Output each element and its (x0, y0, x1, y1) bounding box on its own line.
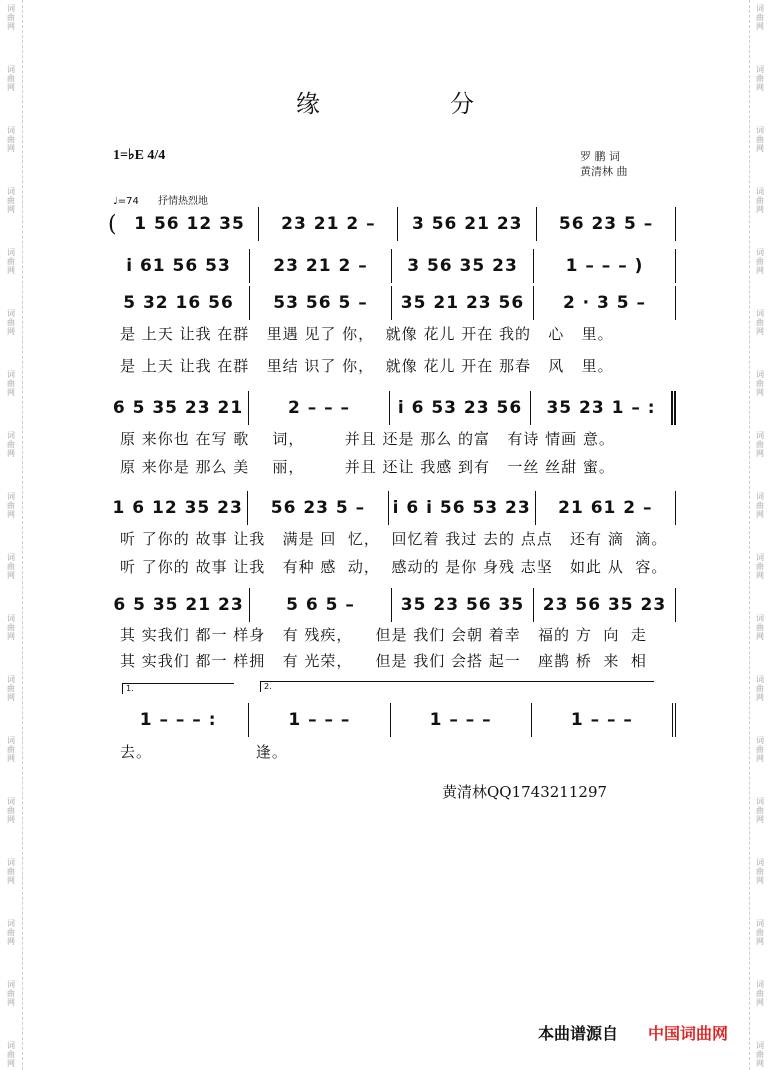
watermark-char: 词 (7, 797, 15, 806)
measure-notes: 1 – – – (570, 710, 633, 730)
tempo-marking (113, 192, 224, 207)
music-row (108, 490, 676, 526)
watermark-char: 曲 (7, 379, 15, 388)
watermark-char: 网 (756, 693, 764, 702)
watermark-char: 网 (7, 876, 15, 885)
watermark-char: 曲 (7, 745, 15, 754)
watermark-left (0, 0, 23, 1070)
watermark-char: 词 (756, 126, 764, 135)
measure (108, 286, 250, 320)
lyric-line: 去。 逢。 (120, 743, 288, 761)
watermark-char: 词 (756, 370, 764, 379)
watermark-char: 曲 (7, 501, 15, 510)
watermark-char: 曲 (756, 379, 764, 388)
music-row (108, 702, 676, 738)
measure (108, 703, 249, 737)
watermark-char: 曲 (7, 257, 15, 266)
measure (534, 588, 676, 622)
measure (391, 703, 532, 737)
watermark-char: 词 (7, 980, 15, 989)
watermark-char: 网 (7, 693, 15, 702)
watermark-char: 词 (7, 126, 15, 135)
watermark-char: 曲 (756, 684, 764, 693)
watermark-char: 词 (7, 248, 15, 257)
measure (250, 588, 392, 622)
measure-notes: 1 56 12 35 (134, 214, 245, 234)
measure (532, 703, 676, 737)
watermark-char: 曲 (7, 562, 15, 571)
watermark-right (749, 0, 770, 1070)
watermark-char: 曲 (7, 806, 15, 815)
watermark-char: 词 (7, 614, 15, 623)
watermark-char: 曲 (756, 623, 764, 632)
watermark-char: 曲 (756, 1050, 764, 1059)
measure (249, 391, 390, 425)
watermark-char: 曲 (7, 74, 15, 83)
watermark-char: 词 (7, 675, 15, 684)
measure-notes: 23 56 35 23 (542, 595, 667, 615)
measure-notes: 23 21 2 – (273, 256, 368, 276)
watermark-char: 曲 (756, 440, 764, 449)
watermark-char: 网 (756, 1059, 764, 1068)
measure-notes: 35 23 56 35 (400, 595, 525, 615)
measure-notes: 23 21 2 – (281, 214, 376, 234)
music-row (108, 248, 676, 284)
measure (534, 249, 676, 283)
measure-notes: 35 23 1 – : (546, 398, 656, 418)
measure (390, 391, 531, 425)
measure (259, 207, 398, 241)
watermark-char: 网 (756, 205, 764, 214)
title-char-1: 缘 (296, 90, 322, 118)
watermark-char: 词 (7, 370, 15, 379)
watermark-char: 词 (756, 797, 764, 806)
watermark-char: 曲 (756, 196, 764, 205)
watermark-char: 词 (7, 187, 15, 196)
measure-notes: 3 56 21 23 (411, 214, 523, 234)
measure (392, 588, 534, 622)
watermark-char: 曲 (7, 196, 15, 205)
watermark-char: 词 (756, 4, 764, 13)
measure-notes: i 6 i 56 53 23 (392, 498, 531, 518)
lyric-line: 原 来你也 在写 歌 词， 并且 还是 那么 的富 有诗 情画 意。 (120, 430, 615, 448)
watermark-char: 网 (756, 571, 764, 580)
lyric-line: 是 上天 让我 在群 里遇 见了 你， 就像 花儿 开在 我的 心 里。 (120, 325, 614, 343)
watermark-char: 网 (756, 876, 764, 885)
watermark-char: 网 (756, 144, 764, 153)
watermark-char: 曲 (756, 13, 764, 22)
watermark-char: 网 (7, 632, 15, 641)
key-signature: 1=♭E 4/4 (113, 148, 166, 163)
watermark-char: 词 (756, 980, 764, 989)
watermark-char: 曲 (7, 13, 15, 22)
signature: 黄清林QQ1743211297 (442, 783, 608, 801)
measure-notes: 35 21 23 56 (400, 293, 525, 313)
watermark-char: 网 (756, 510, 764, 519)
watermark-char: 曲 (756, 135, 764, 144)
measure (392, 286, 534, 320)
watermark-char: 词 (7, 553, 15, 562)
measure-notes: 56 23 5 – (270, 498, 366, 518)
music-row (108, 390, 676, 426)
measure-notes: 6 5 35 21 23 (113, 595, 244, 615)
measure-notes: 1 6 12 35 23 (112, 498, 243, 518)
measure-notes: 1 – – – : (139, 710, 217, 730)
open-paren: ( (108, 211, 117, 237)
watermark-char: 网 (7, 754, 15, 763)
watermark-char: 网 (756, 388, 764, 397)
watermark-char: 网 (7, 266, 15, 275)
measure-notes: 2 · 3 5 – (562, 293, 647, 313)
watermark-char: 网 (7, 937, 15, 946)
measure-notes: 21 61 2 – (558, 498, 653, 518)
watermark-char: 曲 (756, 745, 764, 754)
watermark-char: 曲 (756, 562, 764, 571)
first-ending-label: 1. (126, 684, 134, 693)
watermark-char: 网 (7, 571, 15, 580)
footer-site-link[interactable]: 中国词曲网 (648, 1024, 729, 1043)
watermark-char: 词 (756, 187, 764, 196)
watermark-char: 网 (756, 83, 764, 92)
second-ending-bracket (260, 681, 654, 692)
watermark-char: 词 (756, 614, 764, 623)
watermark-char: 词 (756, 553, 764, 562)
measure (121, 207, 260, 241)
measure (108, 391, 249, 425)
footer-source-text: 本曲谱源自 (538, 1024, 619, 1043)
watermark-char: 曲 (7, 135, 15, 144)
measure (108, 491, 248, 525)
watermark-char: 网 (7, 1059, 15, 1068)
watermark-char: 词 (7, 65, 15, 74)
watermark-char: 词 (756, 492, 764, 501)
watermark-char: 词 (7, 1041, 15, 1050)
measure (108, 249, 250, 283)
watermark-char: 曲 (7, 928, 15, 937)
tempo-mark: ♩=74 (113, 196, 139, 207)
lyricist-credit: 罗 鹏 词 (580, 150, 620, 163)
watermark-char: 网 (756, 449, 764, 458)
watermark-char: 词 (756, 309, 764, 318)
watermark-char: 词 (7, 736, 15, 745)
measure-notes: 1 – – – (288, 710, 351, 730)
lyric-line: 原 来你是 那么 美 丽， 并且 还让 我感 到有 一丝 丝甜 蜜。 (120, 458, 615, 476)
watermark-char: 网 (756, 998, 764, 1007)
measure (531, 391, 676, 425)
music-row (108, 285, 676, 321)
lyric-line: 是 上天 让我 在群 里结 识了 你， 就像 花儿 开在 那春 风 里。 (120, 357, 614, 375)
watermark-char: 网 (756, 937, 764, 946)
watermark-char: 曲 (7, 440, 15, 449)
measure-notes: 3 56 35 23 (407, 256, 518, 276)
watermark-char: 曲 (7, 318, 15, 327)
watermark-char: 曲 (756, 806, 764, 815)
title-char-2: 分 (450, 90, 476, 118)
measure-notes: 1 – – – ) (565, 256, 644, 276)
watermark-char: 词 (756, 919, 764, 928)
measure (536, 491, 676, 525)
watermark-char: 曲 (756, 928, 764, 937)
watermark-char: 曲 (756, 318, 764, 327)
watermark-char: 词 (756, 736, 764, 745)
credits (580, 149, 628, 179)
watermark-char: 网 (756, 327, 764, 336)
watermark-char: 网 (7, 144, 15, 153)
measure-notes: 6 5 35 23 21 (112, 398, 244, 418)
watermark-char: 曲 (7, 684, 15, 693)
watermark-char: 网 (7, 510, 15, 519)
watermark-char: 词 (756, 65, 764, 74)
watermark-char: 词 (7, 309, 15, 318)
music-row (108, 206, 676, 242)
watermark-char: 网 (756, 22, 764, 31)
measure (389, 491, 536, 525)
watermark-char: 词 (7, 4, 15, 13)
measure-notes: 5 6 5 – (286, 595, 355, 615)
watermark-char: 网 (7, 327, 15, 336)
expression-mark: 抒情热烈地 (158, 196, 209, 207)
measure-notes: 56 23 5 – (558, 214, 654, 234)
watermark-char: 网 (7, 205, 15, 214)
watermark-char: 曲 (7, 989, 15, 998)
watermark-char: 网 (756, 632, 764, 641)
measure (392, 249, 534, 283)
watermark-char: 词 (756, 675, 764, 684)
watermark-char: 网 (756, 815, 764, 824)
measure-notes: 1 – – – (429, 710, 492, 730)
watermark-char: 词 (756, 858, 764, 867)
measure (250, 249, 392, 283)
watermark-char: 网 (7, 388, 15, 397)
watermark-char: 曲 (756, 501, 764, 510)
watermark-char: 曲 (756, 989, 764, 998)
watermark-char: 曲 (756, 74, 764, 83)
watermark-char: 网 (7, 998, 15, 1007)
watermark-char: 网 (7, 449, 15, 458)
watermark-char: 词 (7, 431, 15, 440)
second-ending-label: 2. (264, 682, 272, 691)
watermark-char: 曲 (756, 867, 764, 876)
watermark-char: 词 (7, 492, 15, 501)
measure (250, 286, 392, 320)
watermark-char: 网 (7, 815, 15, 824)
measure (398, 207, 537, 241)
watermark-char: 词 (756, 248, 764, 257)
watermark-char: 曲 (7, 1050, 15, 1059)
watermark-char: 词 (756, 1041, 764, 1050)
measure (537, 207, 676, 241)
watermark-char: 网 (7, 22, 15, 31)
lyric-line: 其 实我们 都一 样身 有 残疾， 但是 我们 会朝 着幸 福的 方 向 走 (120, 626, 647, 644)
watermark-char: 网 (7, 83, 15, 92)
first-ending-bracket (122, 683, 234, 694)
measure (248, 491, 388, 525)
measure (249, 703, 390, 737)
lyric-line: 听 了你的 故事 让我 有种 感 动， 感动的 是你 身残 志坚 如此 从 容。 (120, 558, 668, 576)
music-row (108, 587, 676, 623)
measure-notes: 2 – – – (287, 398, 351, 418)
watermark-char: 词 (7, 919, 15, 928)
watermark-char: 网 (756, 754, 764, 763)
watermark-char: 曲 (756, 257, 764, 266)
measure-notes: i 61 56 53 (126, 256, 231, 276)
lyric-line: 听 了你的 故事 让我 满是 回 忆， 回忆着 我过 去的 点点 还有 滴 滴。 (120, 530, 668, 548)
measure-notes: 5 32 16 56 (123, 293, 234, 313)
composer-credit: 黄清林 曲 (580, 165, 628, 178)
measure-notes: i 6 53 23 56 (397, 398, 523, 418)
watermark-char: 曲 (7, 623, 15, 632)
measure-notes: 53 56 5 – (273, 293, 368, 313)
measure (108, 588, 250, 622)
watermark-char: 词 (7, 858, 15, 867)
lyric-line: 其 实我们 都一 样拥 有 光荣， 但是 我们 会搭 起一 座鹊 桥 来 相 (120, 652, 647, 670)
measure (534, 286, 676, 320)
watermark-char: 网 (756, 266, 764, 275)
watermark-char: 曲 (7, 867, 15, 876)
watermark-char: 词 (756, 431, 764, 440)
